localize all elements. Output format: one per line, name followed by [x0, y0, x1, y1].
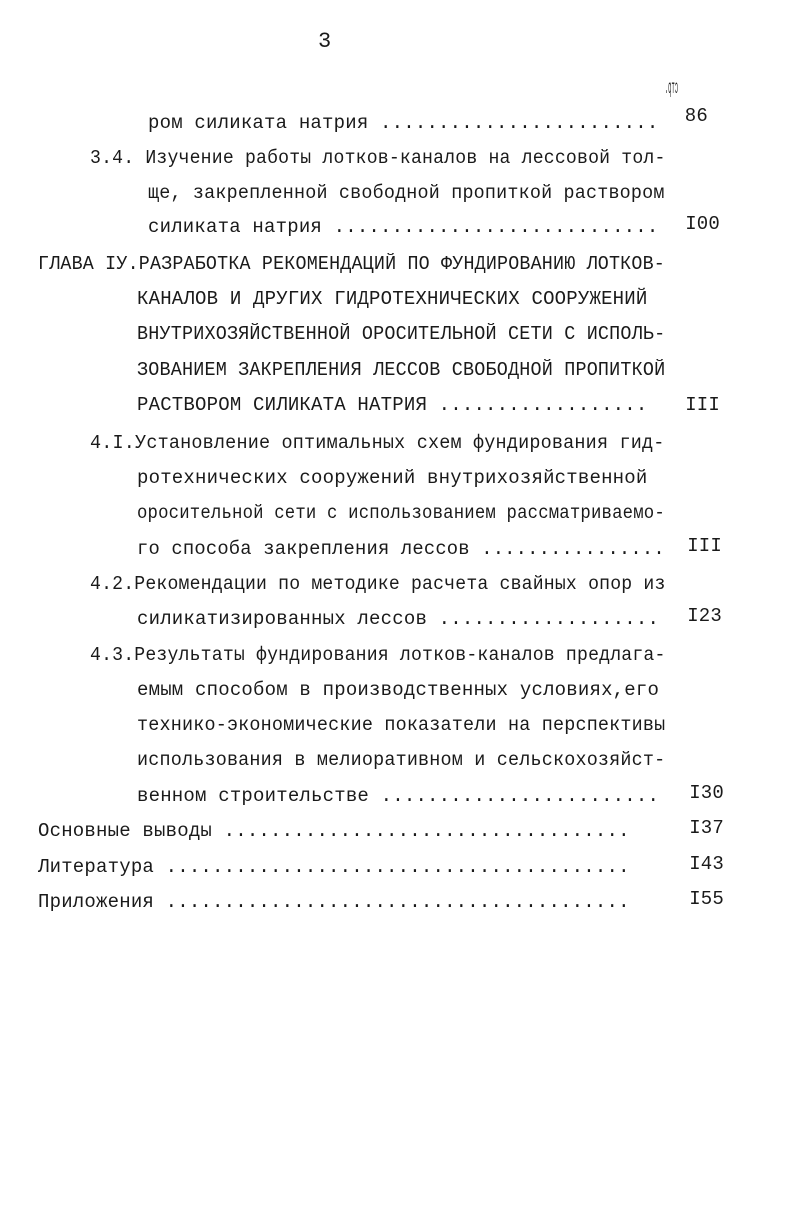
toc-line: ром силиката натрия ........................	[148, 112, 659, 134]
toc-line: венном строительстве ........................	[137, 785, 660, 807]
toc-page-number: I43	[689, 853, 724, 875]
toc-line: Приложения ........................................	[38, 891, 630, 913]
toc-page-number: I55	[689, 888, 724, 910]
toc-line: Литература ........................................	[38, 856, 630, 878]
toc-line: технико-экономические показатели на перспективы	[137, 714, 666, 736]
page-column-header: стр.	[664, 77, 678, 99]
toc-line: ВНУТРИХОЗЯЙСТВЕННОЙ ОРОСИТЕЛЬНОЙ СЕТИ С ИСПОЛЬ-	[137, 323, 666, 345]
toc-page-number: I00	[685, 213, 720, 235]
toc-line: 3.4. Изучение работы лотков-каналов на лессовой тол-	[90, 147, 666, 169]
toc-line: РАСТВОРОМ СИЛИКАТА НАТРИЯ ..................	[137, 394, 648, 416]
toc-line: ГЛАВА IУ.РАЗРАБОТКА РЕКОМЕНДАЦИЙ ПО ФУНДИРОВАНИЮ ЛОТКОВ-	[38, 253, 665, 275]
toc-line: КАНАЛОВ И ДРУГИХ ГИДРОТЕХНИЧЕСКИХ СООРУЖЕНИЙ	[137, 288, 648, 310]
toc-page-number: I23	[687, 605, 722, 627]
toc-page-number: 86	[684, 105, 708, 127]
toc-line: силиката натрия ............................	[148, 216, 659, 238]
toc-line: го способа закрепления лессов ................	[137, 538, 665, 560]
toc-line: ще, закрепленной свободной пропиткой раствором	[148, 182, 665, 204]
toc-page-number: I37	[689, 817, 724, 839]
page-number: 3	[318, 29, 332, 54]
toc-line: емым способом в производственных условиях,его	[137, 679, 660, 701]
toc-line: 4.I.Установление оптимальных схем фундирования гид-	[90, 432, 665, 454]
toc-page-number: III	[687, 535, 722, 557]
toc-line: 4.2.Рекомендации по методике расчета свайных опор из	[90, 573, 666, 595]
toc-line: Основные выводы ...................................	[38, 820, 630, 842]
toc-line: силикатизированных лессов ...................	[137, 608, 660, 630]
toc-page-number: I30	[689, 782, 724, 804]
toc-line: ЗОВАНИЕМ ЗАКРЕПЛЕНИЯ ЛЕССОВ СВОБОДНОЙ ПРОПИТКОЙ	[137, 359, 666, 381]
toc-line: использования в мелиоративном и сельскохозяйст-	[137, 749, 666, 771]
toc-page-number: III	[685, 394, 720, 416]
toc-line: оросительной сети с использованием рассматриваемо-	[137, 502, 665, 524]
toc-line: ротехнических сооружений внутрихозяйственной	[137, 467, 648, 489]
toc-line: 4.3.Результаты фундирования лотков-каналов предлага-	[90, 644, 666, 666]
